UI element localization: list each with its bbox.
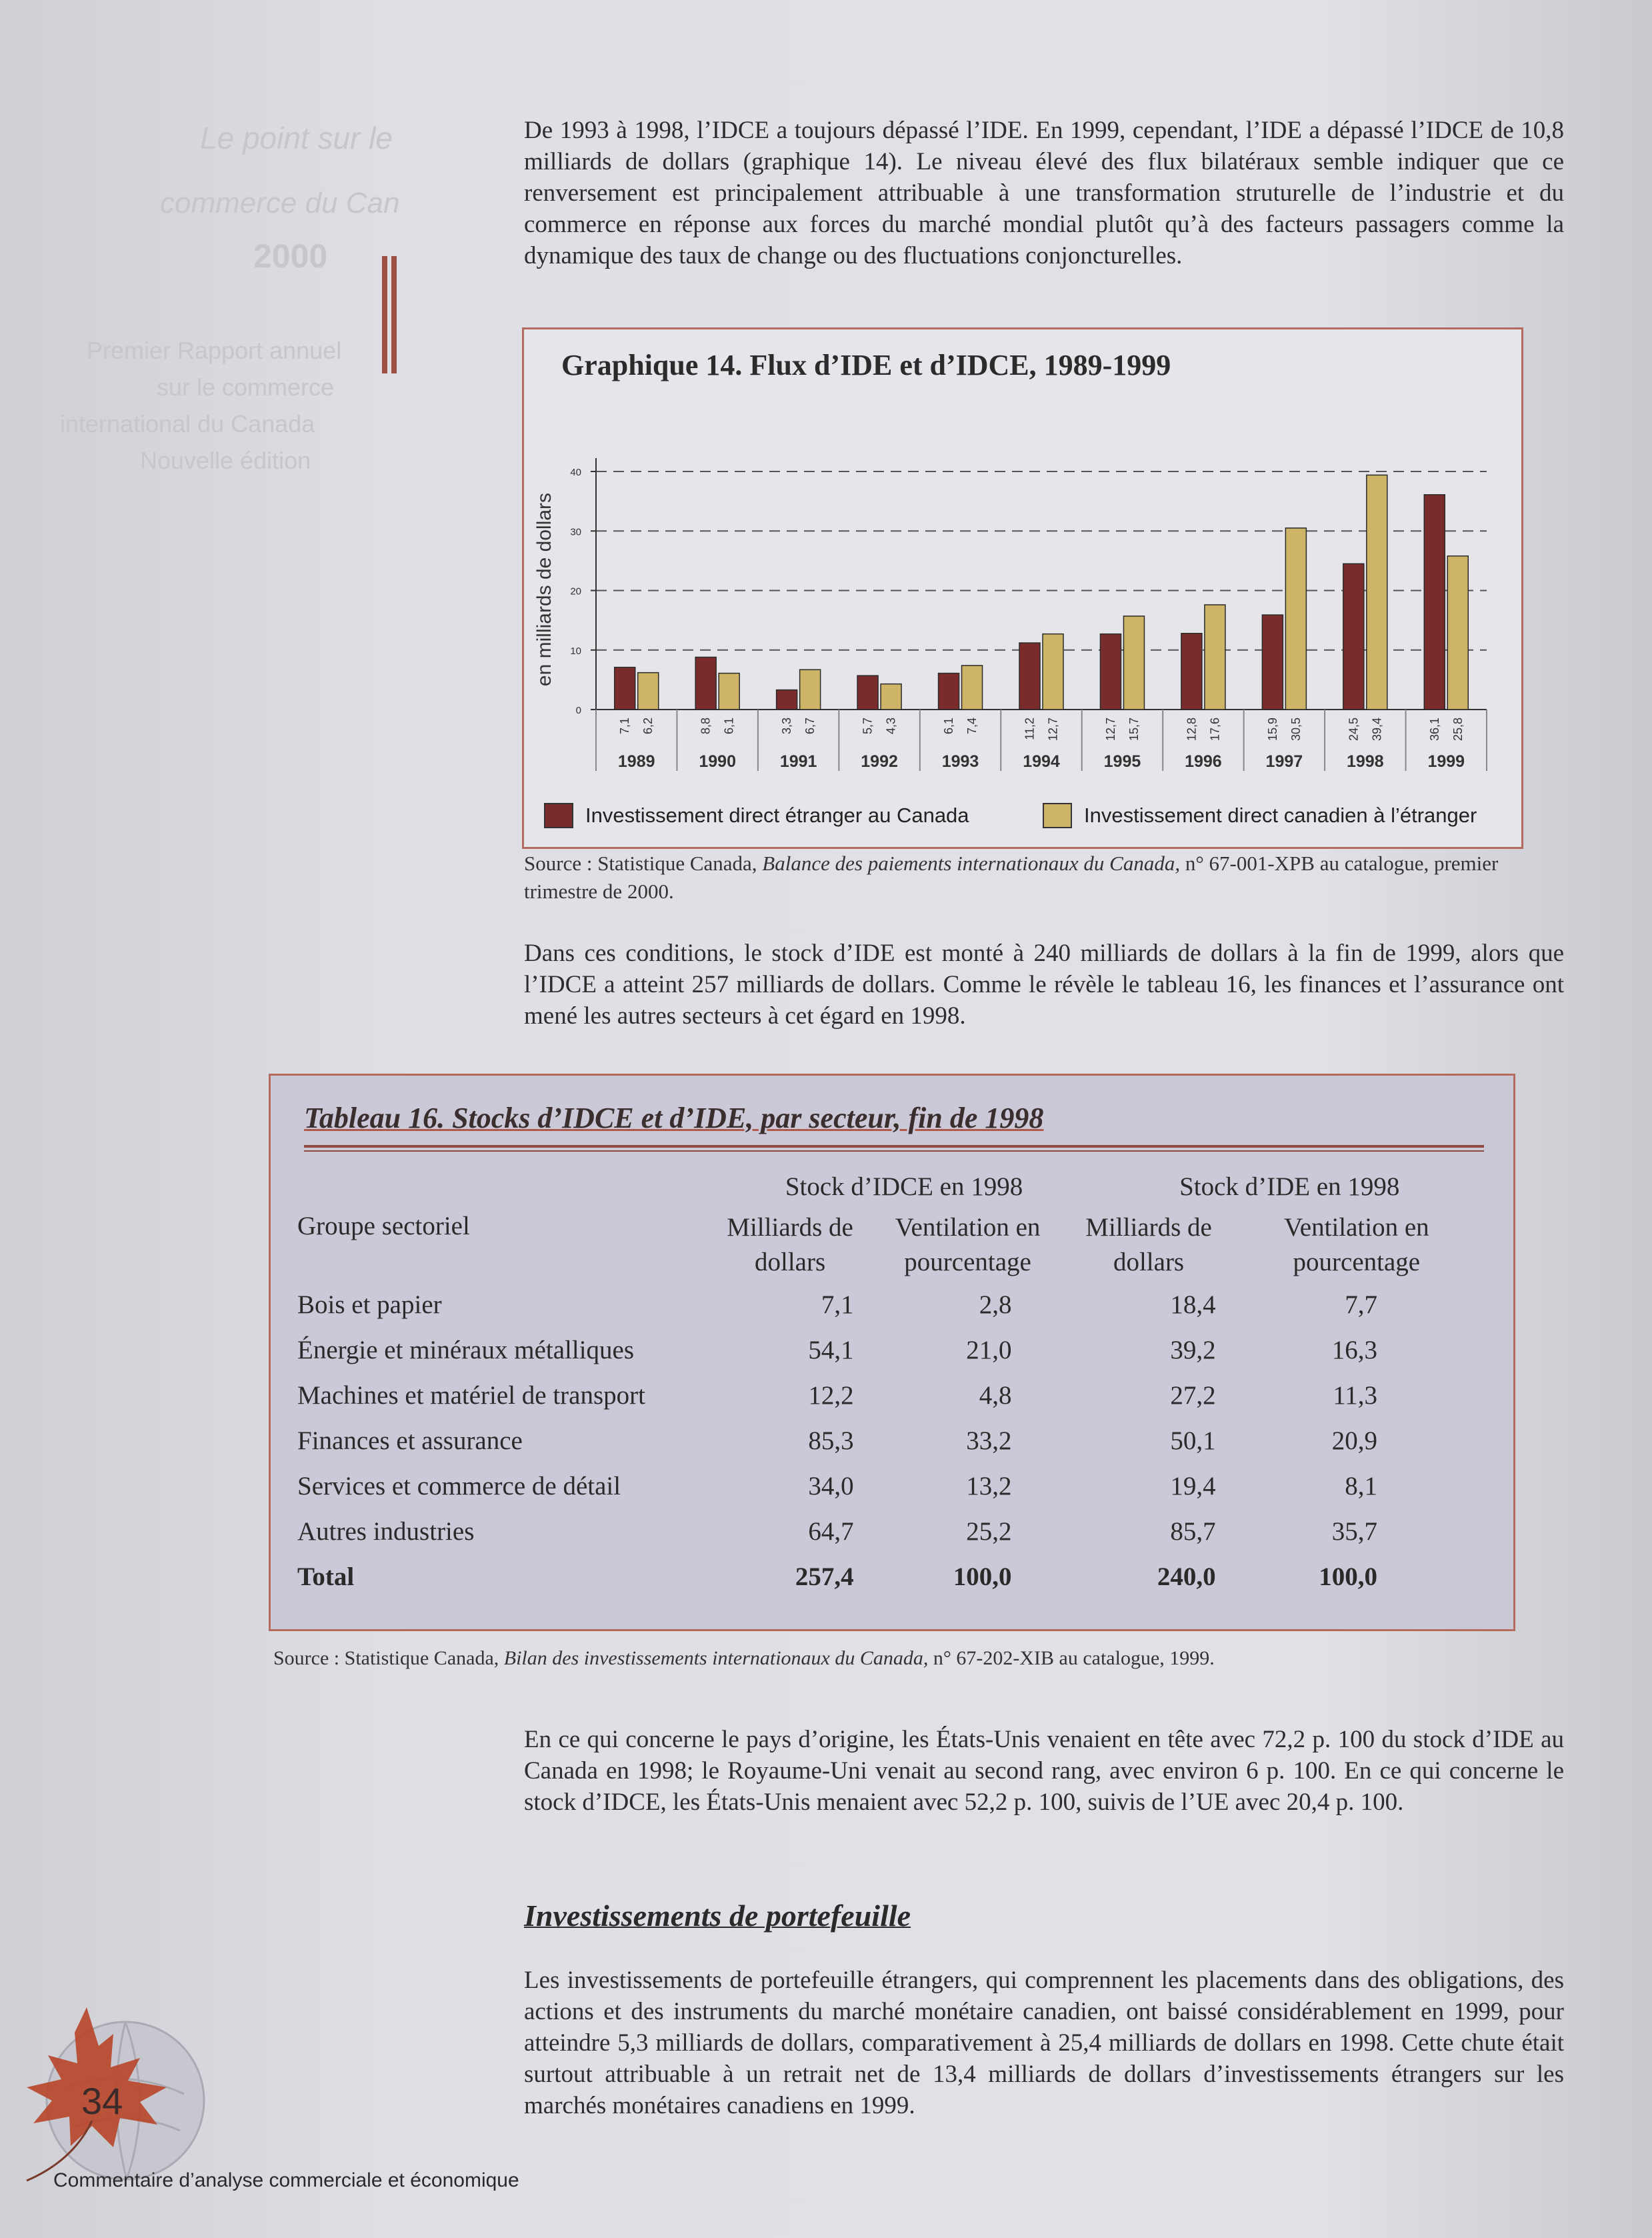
y-tick-label: 20 [570,586,581,598]
data-label: 7,4 [965,718,979,735]
idce-header: Stock d’IDCE en 1998 [785,1172,1023,1201]
ghost-line-6: international du Canada [60,410,315,437]
data-label: 11,2 [1023,718,1037,740]
idce-billions-cell: 85,3 [808,1426,854,1455]
group-header: Groupe sectoriel [297,1212,470,1240]
body-paragraph-3: En ce qui concerne le pays d’origine, les États-Unis venaient en tête avec 72,2 p. 100 du stock d’IDE au Canada en 1998; le Royaume-Uni venait au second rang, avec environ 6 p. 100. En ce qui concerne le stock d’IDCE, les États-Unis menaient avec 52,2 p. 100, suivis de l’UE avec 20,4 p. 100. [524,1726,1564,1816]
data-label: 39,4 [1370,718,1384,742]
ide-billions-cell: 85,7 [1170,1516,1216,1546]
x-tick-label: 1994 [1023,752,1060,771]
data-label: 25,8 [1451,718,1465,742]
ide-percent-cell: 7,7 [1345,1290,1377,1319]
data-label: 6,1 [942,718,956,735]
table-row [297,1508,1497,1554]
ghost-line-4: Premier Rapport annuel [87,337,342,364]
ghost-line-5: sur le commerce [157,373,335,401]
bar-idce [1123,616,1144,710]
idce-percent-cell: 4,8 [979,1380,1012,1410]
data-label: 17,6 [1208,718,1222,742]
idce-percent-cell: 25,2 [966,1516,1012,1546]
table-row [297,1282,1497,1327]
x-tick-label: 1993 [941,752,979,771]
chart-title: Graphique 14. Flux d’IDE et d’IDCE, 1989-1999 [561,349,1171,381]
table-source-suffix: n° 67-202-XIB au catalogue, 1999. [928,1647,1215,1669]
total-idce-billions: 257,4 [795,1562,854,1591]
x-tick-label: 1991 [779,752,817,771]
y-tick-label: 30 [570,526,581,538]
x-tick-label: 1995 [1103,752,1141,771]
sector-cell: Finances et assurance [297,1426,523,1455]
bar-idce [1447,556,1468,710]
ide-billions-header: Milliards de dollars [1085,1213,1212,1276]
x-tick-label: 1990 [699,752,736,771]
data-label: 12,7 [1046,718,1060,742]
chart-source-note [524,850,1524,906]
x-tick-label: 1992 [861,752,898,771]
table-title-rule [304,1145,1484,1148]
data-label: 15,9 [1265,718,1279,742]
ghost-line-1: Le point sur le [200,121,393,155]
page-number: 34 [81,2080,123,2122]
idce-billions-cell: 64,7 [808,1516,854,1546]
bar-ide [1343,564,1364,710]
bar-idce [719,674,739,710]
sector-cell: Énergie et minéraux métalliques [297,1335,635,1364]
chart-source-prefix: Source : Statistique Canada, [524,852,763,875]
bar-idce [881,684,901,710]
x-tick-label: 1998 [1347,752,1384,771]
total-idce-percent: 100,0 [953,1562,1012,1591]
table-body [297,1282,1497,1554]
chart-y-axis-label: en milliards de dollars [533,492,555,687]
table-row [297,1463,1497,1508]
bar-ide [1262,615,1283,710]
sector-cell: Autres industries [297,1516,475,1546]
ide-billions-cell: 18,4 [1170,1290,1216,1319]
legend-label-idce: Investissement direct canadien à l’étranger [1084,804,1477,827]
idce-percent-cell: 33,2 [966,1426,1012,1455]
sector-stock-table [297,1164,1497,1599]
data-label: 8,8 [699,718,713,735]
legend-swatch-ide [544,803,573,828]
ide-billions-cell: 39,2 [1170,1335,1216,1364]
idce-percent-cell: 13,2 [966,1471,1012,1500]
bar-ide [1100,634,1121,710]
table-title-rule-2 [304,1150,1484,1152]
data-label: 15,7 [1127,718,1141,742]
data-label: 6,7 [803,718,817,735]
table-header-row-2 [297,1208,1497,1282]
bar-ide [615,668,635,710]
table-frame [269,1074,1515,1631]
bar-idce [638,673,659,710]
section-heading: Investissements de portefeuille [524,1899,911,1933]
ide-percent-header: Ventilation en pourcentage [1283,1213,1429,1276]
table-total-row [297,1554,1497,1599]
bar-ide [857,676,878,710]
ide-billions-cell: 50,1 [1170,1426,1216,1455]
ide-percent-cell: 16,3 [1331,1335,1377,1364]
sector-cell: Services et commerce de détail [297,1471,621,1500]
idce-billions-cell: 12,2 [808,1380,854,1410]
idce-billions-cell: 7,1 [821,1290,854,1319]
table-header-row-1 [297,1164,1497,1208]
bar-ide [1181,634,1202,710]
legend-label-ide: Investissement direct étranger au Canada [585,804,969,827]
ide-percent-cell: 8,1 [1345,1471,1377,1500]
chart-frame [522,327,1523,849]
legend-item-ide [544,803,969,828]
x-tick-label: 1997 [1265,752,1303,771]
ghost-line-2: commerce du Can [160,187,400,219]
total-label: Total [297,1562,355,1591]
data-label: 6,2 [641,718,655,735]
margin-decoration-bars [382,256,398,373]
body-paragraph-4: Les investissements de portefeuille étrangers, qui comprennent les placements dans des obligations, des actions et des instruments du marché monétaire canadien, ont baissé considérablement en 1999, pour atteindre 5,3 milliards de dollars, comparativement à 25,4 milliards de dollars en 1998. Cette chute était surtout attribuable à un retrait net de 13,4 milliards de dollars d’investissements étrangers sur les marchés monétaires canadiens en 1999. [524,1967,1564,2119]
x-tick-label: 1996 [1185,752,1222,771]
table-row [297,1418,1497,1463]
sector-cell: Bois et papier [297,1290,442,1319]
data-label: 36,1 [1427,718,1441,742]
legend-swatch-idce [1043,803,1072,828]
table-row [297,1372,1497,1418]
legend-item-idce [1043,803,1477,828]
bar-idce [1367,475,1387,710]
data-label: 30,5 [1289,718,1303,742]
bar-ide [1019,643,1040,710]
bar-ide [1424,495,1445,710]
ide-billions-cell: 19,4 [1170,1471,1216,1500]
y-tick-label: 40 [570,467,581,478]
y-tick-label: 0 [575,705,581,716]
idce-percent-cell: 2,8 [979,1290,1012,1319]
ghost-line-3: 2000 [253,237,328,275]
x-tick-label: 1999 [1427,752,1465,771]
table-source-prefix: Source : Statistique Canada, [273,1647,504,1669]
table-row [297,1327,1497,1372]
bar-ide [777,690,797,710]
data-label: 7,1 [618,718,632,735]
bar-idce [800,670,821,710]
data-label: 12,8 [1185,718,1199,742]
chart-source-title: Balance des paiements internationaux du Canada, [762,852,1181,875]
data-label: 5,7 [861,718,875,735]
ghost-line-7: Nouvelle édition [140,447,311,474]
data-label: 3,3 [780,718,794,735]
bar-idce [962,666,983,710]
data-label: 24,5 [1347,718,1361,742]
data-label: 12,7 [1103,718,1117,742]
chart-source-suffix: n° 67-001-XPB au catalogue, premier trimestre de 2000. [524,852,1499,903]
bar-ide [939,674,959,710]
bar-ide [695,657,716,710]
data-label: 4,3 [884,718,898,735]
footer-publication-title: Commentaire d’analyse commerciale et économique [53,2169,519,2191]
table-source-title: Bilan des investissements internationaux du Canada, [503,1647,929,1669]
table-source-note [273,1644,1473,1672]
ide-percent-cell: 20,9 [1331,1426,1377,1455]
y-tick-label: 10 [570,645,581,657]
idce-billions-header: Milliards de dollars [727,1213,853,1276]
bar-idce [1205,605,1225,710]
data-label: 6,1 [722,718,736,735]
body-paragraph-2: Dans ces conditions, le stock d’IDE est monté à 240 milliards de dollars à la fin de 1999, alors que l’IDCE a atteint 257 milliards de dollars. Comme le révèle le tableau 16, les finances et l’assurance ont mené les autres secteurs à cet égard en 1998. [524,940,1564,1030]
bar-idce [1285,528,1306,710]
ide-billions-cell: 27,2 [1170,1380,1216,1410]
body-paragraph-1: De 1993 à 1998, l’IDCE a toujours dépassé l’IDE. En 1999, cependant, l’IDE a dépassé l’IDCE de 10,8 milliards de dollars (graphique 14). Le niveau élevé des flux bilatéraux semble indiquer que ce renversement est principalement attribuable à une transformation struturelle de l’industrie et du commerce en réponse aux forces du marché mondial plutôt qu’à des facteurs passagers comme la dynamique des taux de change ou des fluctuations conjoncturelles. [524,117,1564,269]
idce-percent-header: Ventilation en pourcentage [895,1213,1041,1276]
ide-percent-cell: 35,7 [1331,1516,1377,1546]
chart-plot [524,329,1521,790]
sector-cell: Machines et matériel de transport [297,1380,645,1410]
table-title: Tableau 16. Stocks d’IDCE et d’IDE, par secteur, fin de 1998 [304,1102,1044,1134]
total-ide-billions: 240,0 [1157,1562,1216,1591]
total-ide-percent: 100,0 [1319,1562,1377,1591]
idce-billions-cell: 34,0 [808,1471,854,1500]
bar-idce [1043,634,1063,710]
x-tick-label: 1989 [617,752,655,771]
idce-billions-cell: 54,1 [808,1335,854,1364]
idce-percent-cell: 21,0 [966,1335,1012,1364]
ide-percent-cell: 11,3 [1333,1380,1377,1410]
ide-header: Stock d’IDE en 1998 [1179,1172,1400,1201]
